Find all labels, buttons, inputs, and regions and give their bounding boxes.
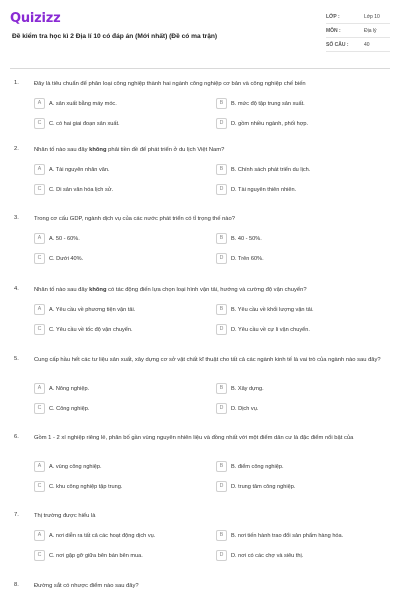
option-text: D. nơi có các chợ và siêu thị. — [231, 552, 304, 559]
option-text: A. nơi diễn ra tất cả các hoạt động dịch vụ. — [49, 532, 156, 539]
answer-option-c[interactable] — [34, 481, 122, 492]
worksheet-header — [0, 0, 400, 66]
option-letter-badge: A — [34, 164, 45, 175]
question-number: 8. — [14, 582, 19, 588]
question-text — [34, 286, 386, 295]
option-letter-badge: C — [34, 253, 45, 264]
option-text: B. điểm công nghiệp. — [231, 463, 284, 470]
answer-option-d[interactable] — [216, 550, 303, 561]
meta-label: MÔN : — [326, 28, 341, 34]
header-divider — [10, 68, 390, 69]
option-letter-badge: B — [216, 98, 227, 109]
answer-option-a[interactable] — [34, 530, 155, 541]
meta-label: SỐ CÂU : — [326, 42, 349, 48]
meta-label: LỚP : — [326, 14, 340, 20]
question-text-part: Nhân tố nào sau đây — [34, 147, 90, 153]
question-number: 5. — [14, 356, 19, 362]
answer-option-d[interactable] — [216, 118, 308, 129]
question-text-emphasis: không — [89, 287, 107, 293]
option-text: B. mức độ tập trung sản xuất. — [231, 100, 305, 107]
option-text: A. vùng công nghiệp. — [49, 463, 102, 470]
answer-option-a[interactable] — [34, 164, 110, 175]
answer-option-c[interactable] — [34, 253, 83, 264]
worksheet-meta — [326, 10, 390, 52]
question-text: Trong cơ cấu GDP, ngành dịch vụ của các nước phát triển có tỉ trọng thế nào? — [34, 216, 235, 222]
option-letter-badge: B — [216, 383, 227, 394]
meta-value: Địa lý — [364, 28, 377, 34]
question-number: 7. — [14, 512, 19, 518]
answer-option-d[interactable] — [216, 481, 295, 492]
option-letter-badge: B — [216, 304, 227, 315]
meta-row-count — [326, 38, 390, 52]
answer-option-a[interactable] — [34, 383, 89, 394]
meta-row-subject — [326, 24, 390, 38]
option-text: B. Xây dựng. — [231, 385, 264, 392]
option-letter-badge: B — [216, 233, 227, 244]
option-letter-badge: A — [34, 304, 45, 315]
option-text: D. Yêu cầu về cự li vận chuyển. — [231, 326, 310, 333]
answer-option-c[interactable] — [34, 324, 133, 335]
question-number: 1. — [14, 80, 19, 86]
answer-option-c[interactable] — [34, 403, 89, 414]
quizizz-logo: Quizizz — [10, 11, 61, 26]
option-letter-badge: D — [216, 481, 227, 492]
option-letter-badge: B — [216, 461, 227, 472]
option-letter-badge: D — [216, 184, 227, 195]
question-text-part: phải tiền đề để phát triển ở du lịch Việt Nam? — [106, 147, 225, 153]
meta-value: Lớp 10 — [364, 14, 380, 20]
question-text: Cung cấp hầu hết các tư liệu sản xuất, xây dựng cơ sở vật chất kĩ thuật cho tất cả các ngành kinh tế là vai trò của ngành nào sau đây? — [34, 357, 381, 363]
option-letter-badge: A — [34, 530, 45, 541]
option-letter-badge: A — [34, 98, 45, 109]
option-letter-badge: D — [216, 118, 227, 129]
option-letter-badge: C — [34, 118, 45, 129]
answer-option-b[interactable] — [216, 530, 343, 541]
option-text: A. Tài nguyên nhân văn. — [49, 166, 110, 173]
option-text: A. Yêu cầu về phương tiện vận tải. — [49, 306, 136, 313]
option-text: C. khu công nghiệp tập trung. — [49, 483, 123, 490]
option-text: C. nơi gặp gỡ giữa bên bán bên mua. — [49, 552, 143, 559]
answer-option-c[interactable] — [34, 550, 143, 561]
answer-option-a[interactable] — [34, 233, 80, 244]
option-letter-badge: D — [216, 403, 227, 414]
option-text: C. có hai giai đoạn sản xuất. — [49, 120, 120, 127]
option-text: C. Di sản văn hóa lịch sử. — [49, 186, 114, 193]
question-number: 6. — [14, 434, 19, 440]
question-text: Thị trường được hiểu là — [34, 513, 96, 519]
question-text: Gồm 1 - 2 xí nghiệp riêng lẻ, phân bố gần vùng nguyên nhiên liệu và đồng nhất với một điểm dân cư là đặc điểm nổi bật của — [34, 435, 354, 441]
answer-option-b[interactable] — [216, 461, 284, 472]
question-text — [34, 146, 386, 155]
option-text: D. Dịch vụ. — [231, 405, 259, 412]
answer-option-b[interactable] — [216, 304, 314, 315]
question-text-emphasis: không — [89, 147, 107, 153]
worksheet-title: Đề kiểm tra học kì 2 Địa lí 10 có đáp án (Mới nhất) (Đề có ma trận) — [12, 33, 218, 40]
option-text: D. gồm nhiều ngành, phối hợp. — [231, 120, 309, 127]
option-letter-badge: C — [34, 184, 45, 195]
answer-option-b[interactable] — [216, 383, 264, 394]
question-number: 4. — [14, 286, 19, 292]
option-letter-badge: B — [216, 530, 227, 541]
answer-option-d[interactable] — [216, 324, 310, 335]
answer-option-b[interactable] — [216, 98, 305, 109]
question-text-part: có tác động điến lựa chọn loại hình vận tải, hướng và cường độ vận chuyển? — [106, 287, 307, 293]
option-letter-badge: D — [216, 550, 227, 561]
option-text: B. Yêu cầu về khối lượng vận tải. — [231, 306, 314, 313]
option-text: B. Chính sách phát triển du lịch. — [231, 166, 311, 173]
option-text: A. sản xuất bằng máy móc. — [49, 100, 117, 107]
option-text: D. Trên 60%. — [231, 255, 264, 262]
answer-option-d[interactable] — [216, 403, 258, 414]
answer-option-b[interactable] — [216, 233, 262, 244]
question-text: Đường sắt có nhược điểm nào sau đây? — [34, 583, 139, 589]
question-number: 2. — [14, 146, 19, 152]
question-text: Đây là tiêu chuẩn để phân loại công nghiệp thành hai ngành công nghiệp cơ bản và công nghiệp chế biến — [34, 81, 306, 87]
meta-row-class — [326, 10, 390, 24]
option-letter-badge: A — [34, 461, 45, 472]
question-number: 3. — [14, 215, 19, 221]
option-text: C. Yêu cầu về tốc độ vận chuyển. — [49, 326, 133, 333]
option-text: B. nơi tiến hành trao đổi sản phẩm hàng hóa. — [231, 532, 344, 539]
option-letter-badge: C — [34, 550, 45, 561]
option-letter-badge: D — [216, 253, 227, 264]
option-text: B. 40 - 50%. — [231, 235, 262, 242]
answer-option-d[interactable] — [216, 253, 264, 264]
answer-option-d[interactable] — [216, 184, 296, 195]
option-letter-badge: A — [34, 233, 45, 244]
answer-option-a[interactable] — [34, 304, 135, 315]
option-letter-badge: D — [216, 324, 227, 335]
option-letter-badge: C — [34, 403, 45, 414]
answer-option-c[interactable] — [34, 118, 120, 129]
option-text: A. Nông nghiệp. — [49, 385, 90, 392]
option-letter-badge: C — [34, 481, 45, 492]
answer-option-a[interactable] — [34, 461, 102, 472]
option-text: C. Công nghiệp. — [49, 405, 90, 412]
option-text: D. trung tâm công nghiệp. — [231, 483, 296, 490]
answer-option-c[interactable] — [34, 184, 113, 195]
meta-value: 40 — [364, 42, 370, 48]
option-text: D. Tài nguyên thiên nhiên. — [231, 186, 297, 193]
option-letter-badge: C — [34, 324, 45, 335]
question-text-part: Nhân tố nào sau đây — [34, 287, 90, 293]
option-letter-badge: A — [34, 383, 45, 394]
answer-option-b[interactable] — [216, 164, 310, 175]
option-text: C. Dưới 40%. — [49, 255, 84, 262]
option-text: A. 50 - 60%. — [49, 235, 80, 242]
answer-option-a[interactable] — [34, 98, 117, 109]
option-letter-badge: B — [216, 164, 227, 175]
